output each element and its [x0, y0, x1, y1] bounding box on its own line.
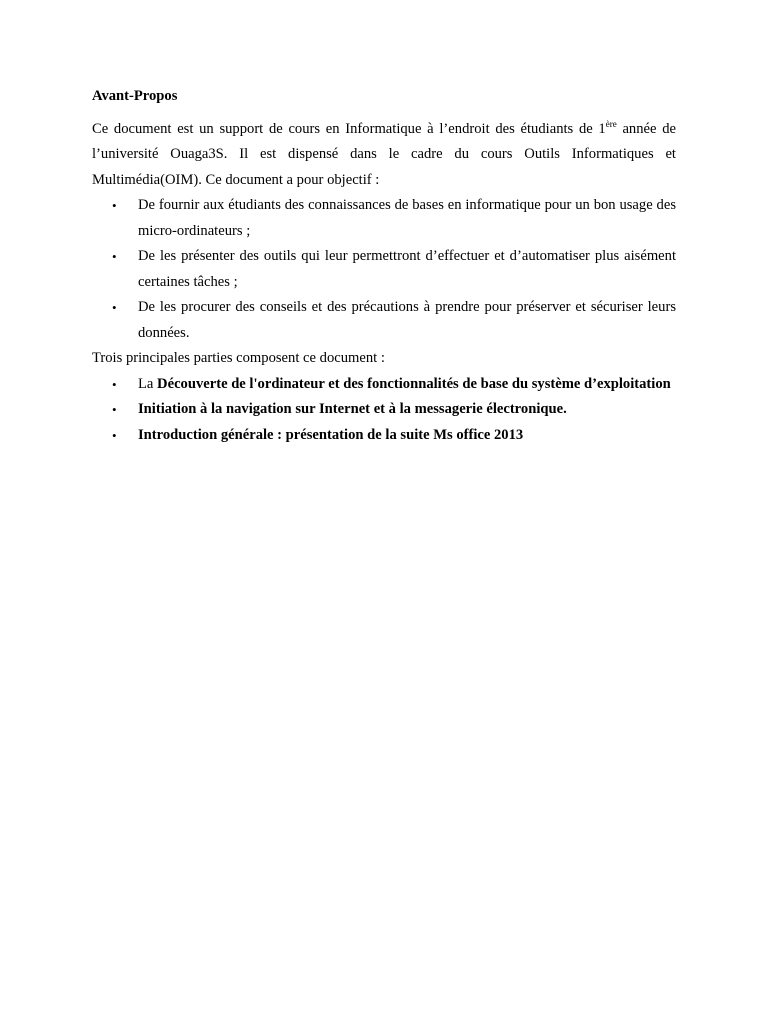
part-prefix: La [138, 375, 158, 392]
intro-paragraph [92, 117, 676, 194]
section-heading: Avant-Propos [92, 88, 178, 104]
parts-intro: Trois principales parties composent ce document : [92, 350, 385, 366]
intro-superscript: ère [605, 118, 617, 129]
objective-text: De fournir aux étudiants des connaissances de bases en informatique pour un bon usage des micro-ordinateurs ; [138, 197, 676, 239]
objective-item [92, 295, 676, 346]
part-title: Initiation à la navigation sur Internet et à la messagerie électronique. [138, 401, 567, 417]
objective-text: De les procurer des conseils et des précautions à prendre pour préserver et sécuriser leurs données. [138, 299, 676, 341]
bullet-icon: • [112, 198, 117, 213]
page-content [92, 84, 676, 448]
objective-text: De les présenter des outils qui leur permettront d’effectuer et d’automatiser plus aisément certaines tâches ; [138, 248, 676, 290]
part-item [92, 372, 676, 398]
intro-text-end: année de l’université Ouaga3S. Il est dispensé dans le cadre du cours Outils Informatiques et Multimédia(OIM). Ce document a pour objectif : [92, 120, 676, 188]
bullet-icon: • [112, 376, 117, 392]
intro-text-start: Ce document est un support de cours en Informatique à l’endroit des étudiants de 1 [92, 120, 606, 137]
part-item [92, 397, 676, 423]
part-title: Introduction générale : présentation de la suite Ms office 2013 [138, 426, 524, 443]
objectives-list [92, 193, 676, 346]
objective-item [92, 193, 676, 244]
bullet-icon: • [112, 427, 117, 443]
bullet-icon: • [112, 402, 117, 417]
parts-list [92, 372, 676, 449]
part-item [92, 423, 676, 449]
bullet-icon: • [112, 300, 117, 315]
bullet-icon: • [112, 249, 117, 264]
part-title: Découverte de l'ordinateur et des fonctionnalités de base du système d’exploitation [157, 375, 671, 392]
objective-item [92, 244, 676, 295]
